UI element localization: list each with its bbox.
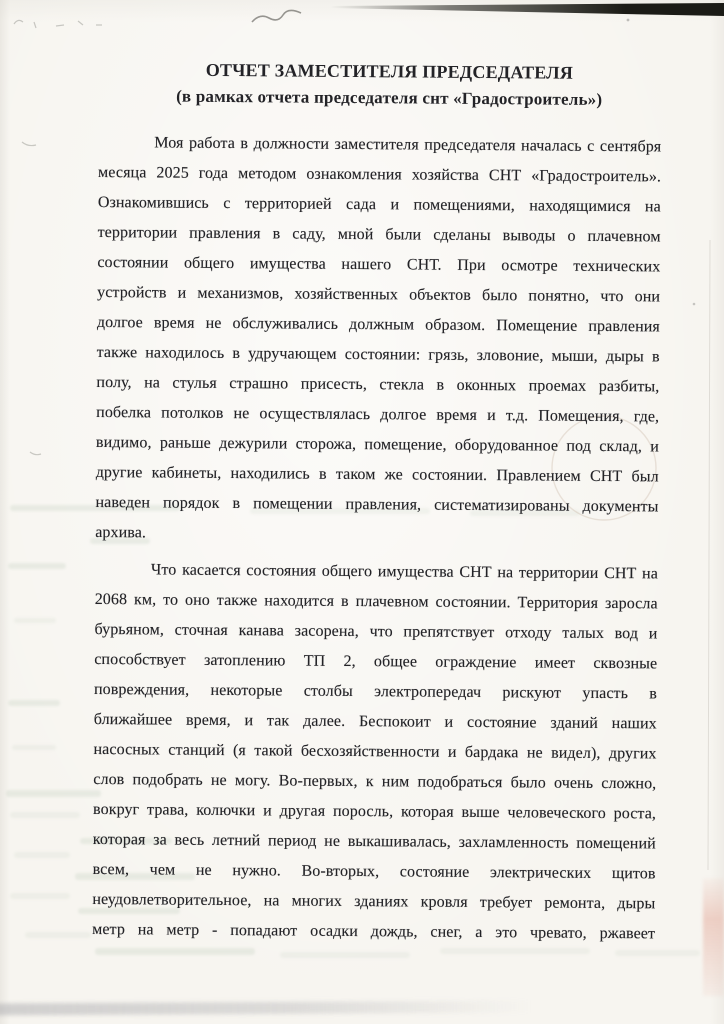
paragraph [92,555,658,949]
pink-stripe-artifact [703,878,724,996]
text-line: наведен порядок в помещении правления, систематизированы документы [95,493,659,516]
text-line: состоянии общего имущества нашего СНТ. При осмотре технических [97,253,661,276]
bleedthrough-artifact [6,790,101,797]
text-line: метр на метр - попадают осадки дождь, снег, а это чревато, ржавеет [92,920,656,943]
title-line-1: ОТЧЕТ ЗАМЕСТИТЕЛЯ ПРЕДСЕДАТЕЛЯ [205,59,574,83]
text-line: территории правления в саду, мной были сделаны выводы о плачевном [97,223,661,246]
bleedthrough-artifact [12,745,56,750]
text-line: 2068 км, то оно также находится в плачевном состоянии. Территория заросла [94,590,658,613]
text-line: повреждения, некоторые столбы электропередач рискуют упасть в [93,680,658,703]
text-line: вокруг трава, колючки и другая поросль, которая выше человеческого роста, [93,800,657,823]
text-line: способствует затоплению ТП 2, общее ограждение имеет сквозные [94,650,658,673]
bleedthrough-artifact [14,852,70,858]
bleedthrough-artifact [8,700,60,706]
pencil-marks-artifact [14,20,102,454]
text-line: Ознакомившись с территорией сада и помещениями, находящимися на [97,193,661,216]
text-line: долгое время не обслуживались должным образом. Помещение правления [96,313,660,336]
bleedthrough-artifact [95,948,255,955]
text-line: насосных станций (я такой бесхозяйственности и бардака не видел), других [93,740,657,763]
bleedthrough-artifact [440,948,590,954]
text-line: полу, на стулья страшно присесть, стекла в оконных проемах разбиты, [96,373,660,396]
text-line: месяца 2025 года методом ознакомления хозяйства СНТ «Градостроитель». [98,163,662,186]
text-line: другие кабинеты, находились в таком же состоянии. Правлением СНТ был [95,463,659,486]
text-line: ближайшее время, и так далее. Беспокоит и состояние зданий наших [93,710,657,733]
bottom-shadow-artifact [0,1001,532,1016]
title-line-2: (в рамках отчета председателя снт «Градостроитель») [176,86,603,109]
text-line: слов подобрать не могу. Во-первых, к ним подобраться было очень сложно, [93,770,657,793]
text-line: архива. [95,523,147,542]
paragraph [95,128,661,552]
text-line: бурьяном, сточная канава засорена, что препятствует отходу талых вод и [94,620,658,643]
text-line: всем, чем не нужно. Во-вторых, состояние электрических щитов [92,860,656,883]
scan-edge-artifact [330,3,724,16]
text-line: также находилось в удручающем состоянии: грязь, зловоние, мыши, дыры в [96,343,660,366]
bleedthrough-artifact [8,563,66,569]
bleedthrough-artifact [10,893,70,899]
text-line: побелка потолков не осуществлялась долгое время и т.д. Помещения, где, [96,403,660,426]
speck-artifact [627,19,630,22]
bleedthrough-artifact [615,950,700,956]
document-content [92,56,662,949]
pen-squiggle-artifact [252,10,301,22]
text-line: которая за весь летний период не выкашивалась, захламленность помещений [92,830,656,853]
paper-right-edge [708,240,710,870]
text-line: устройств и механизмов, хозяйственных объектов было понятно, что они [97,283,661,306]
bleedthrough-artifact [25,932,91,938]
text-line: Моя работа в должности заместителя председателя началась с сентября [154,134,662,156]
bleedthrough-artifact [280,952,410,958]
bleedthrough-artifact [10,812,80,818]
speck-artifact [693,303,696,306]
text-line: Что касается состояния общего имущества СНТ на территории СНТ на [150,561,659,583]
text-line: неудовлетворительное, на многих зданиях кровля требует ремонта, дыры [92,890,656,913]
document-body [92,128,661,949]
bleedthrough-artifact [14,618,56,623]
document-title [99,56,662,114]
text-line: видимо, раньше дежурили сторожа, помещение, оборудованное под склад, и [95,433,660,456]
